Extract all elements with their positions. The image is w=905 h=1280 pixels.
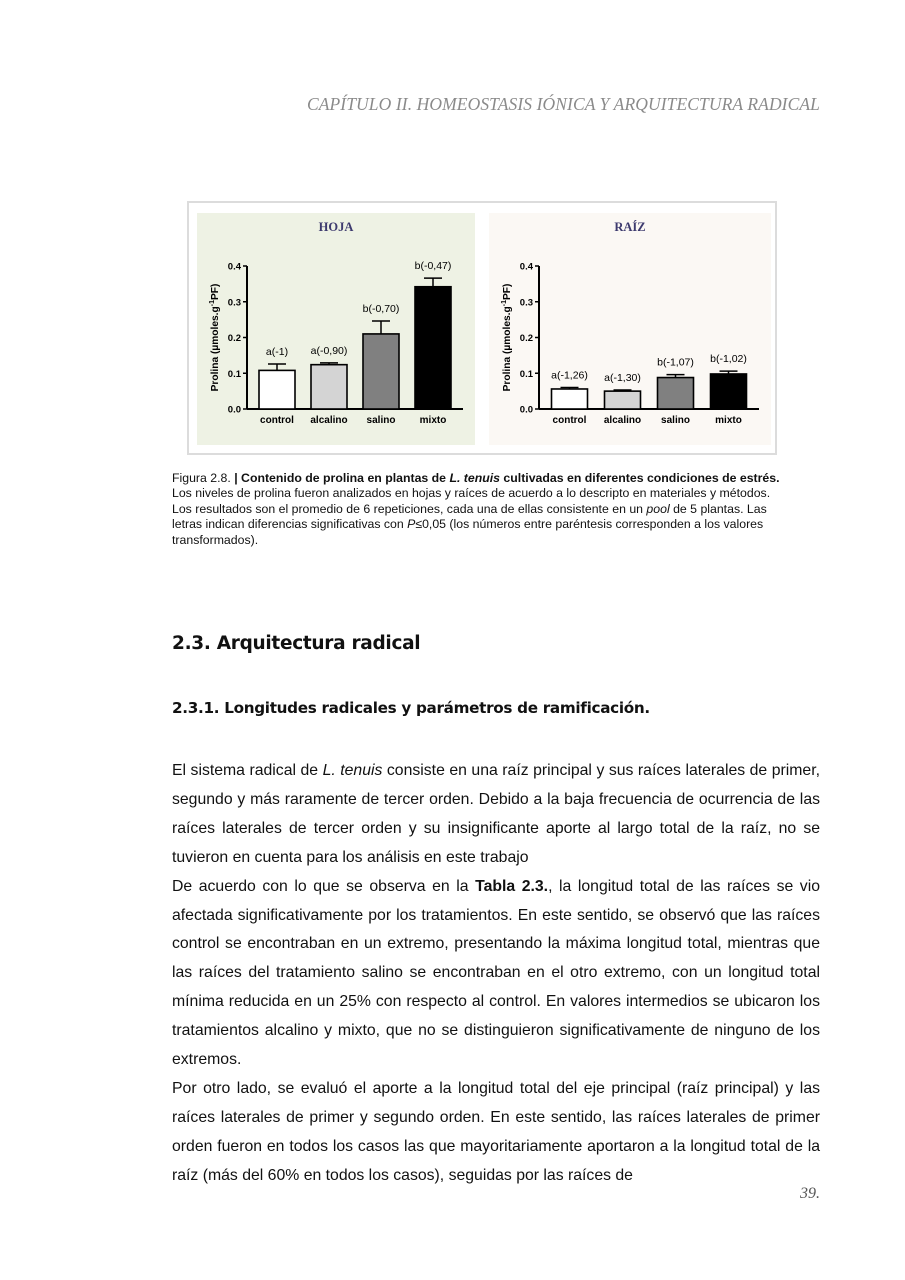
caption-species: L. tenuis	[449, 471, 501, 485]
caption-pool: pool	[646, 501, 670, 516]
caption-figure-number: Figura 2.8.	[172, 471, 235, 485]
y-tick-label: 0.1	[227, 368, 241, 380]
figure-caption	[172, 471, 787, 548]
data-label: a(-1,30)	[604, 372, 641, 385]
chart-panel-hoja	[197, 213, 475, 445]
y-tick-label: 0.0	[519, 404, 533, 416]
section-title: 2.3. Arquitectura radical	[172, 633, 421, 654]
data-label: b(-0,47)	[414, 260, 452, 273]
y-tick-label: 0.2	[519, 333, 533, 344]
x-tick-label: control	[552, 415, 587, 426]
chart-title: HOJA	[318, 220, 354, 234]
paragraph-2	[172, 873, 820, 1075]
data-label: b(-1,02)	[710, 353, 747, 366]
y-tick-label: 0.1	[519, 368, 533, 380]
chart-panel-raiz	[489, 213, 771, 445]
y-tick-label: 0.3	[227, 297, 241, 309]
y-tick-label: 0.4	[519, 261, 533, 273]
chart-hoja	[197, 213, 475, 445]
page-number: 39.	[800, 1185, 820, 1202]
y-tick-label: 0.2	[227, 333, 241, 344]
caption-text-c: ≤0,05 (los números entre paréntesis corresponden a los valores transformados).	[172, 517, 764, 547]
bar-mixto	[415, 287, 451, 409]
bar-control	[552, 389, 588, 409]
paragraph-2-b: , la longitud total de las raíces se vio afectada significativamente por los tratamientos. En este sentido, se observó que las raíces control se encontraban en un extremo, presentando la máxima longitud total, mientras que las raíces del tratamiento salino se encontraban en el otro extremo, con un longitud total mínima reducida en un 25% con respecto al control. En valores intermedios se ubicaron los tratamientos alcalino y mixto, que no se distinguieron significativamente de ninguno de los extremos.	[172, 877, 820, 1069]
paragraph-2-a: De acuerdo con lo que se observa en la	[172, 877, 476, 895]
x-tick-label: mixto	[715, 415, 742, 426]
x-tick-label: salino	[661, 415, 690, 426]
x-tick-label: control	[260, 415, 294, 426]
caption-p: P	[407, 517, 416, 532]
subsection-title: 2.3.1. Longitudes radicales y parámetros de ramificación.	[172, 699, 650, 717]
chart-title: RAÍZ	[614, 220, 646, 234]
y-tick-label: 0.0	[227, 404, 241, 416]
paragraph-3: Por otro lado, se evaluó el aporte a la longitud total del eje principal (raíz principal) y las raíces laterales de primer y segundo orden. En este sentido, las raíces laterales de primer orden fueron en todos los casos las que mayoritariamente aportaron a la longitud total de la raíz (más del 60% en todos los casos), seguidas por las raíces de	[172, 1079, 820, 1184]
table-reference: Tabla 2.3.	[475, 877, 549, 895]
caption-text-b: de 5 plantas. Las letras indican diferencias significativas con	[172, 501, 767, 532]
y-axis-label: Prolina $(\mu moles.g^{-1}PF)$	[501, 283, 513, 392]
x-tick-label: salino	[366, 415, 396, 426]
bar-alcalino	[311, 365, 347, 409]
data-label: a(-1,26)	[551, 369, 588, 382]
bar-salino	[658, 378, 694, 409]
x-tick-label: alcalino	[603, 415, 642, 426]
y-tick-label: 0.4	[227, 261, 241, 273]
bar-alcalino	[605, 391, 641, 409]
caption-title-a: | Contenido de prolina en plantas de	[234, 471, 450, 485]
bar-mixto	[711, 374, 747, 409]
x-tick-label: mixto	[419, 415, 447, 426]
x-tick-label: alcalino	[310, 415, 348, 426]
caption-title	[234, 471, 779, 485]
data-label: b(-0,70)	[362, 303, 400, 316]
paragraph-1-a: El sistema radical de	[172, 762, 323, 779]
chart-raiz	[489, 213, 771, 445]
data-label: b(-1,07)	[657, 356, 694, 369]
bar-control	[259, 370, 295, 409]
paragraph-1	[172, 757, 820, 873]
data-label: a(-0,90)	[310, 344, 348, 357]
caption-title-b: cultivadas en diferentes condiciones de estrés.	[500, 471, 780, 485]
paragraph-1-b: consiste en una raíz principal y sus raíces laterales de primer, segundo y más raramente de tercer orden. Debido a la baja frecuencia de ocurrencia de las raíces laterales de tercer orden y su insignificante aporte al largo total de la raíz, no se tuvieron en cuenta para los análisis en este trabajo	[172, 762, 820, 866]
caption-text-a: Los niveles de prolina fueron analizados en hojas y raíces de acuerdo a lo descripto en materiales y métodos. Los resultados son el promedio de 6 repeticiones, cada una de ellas consistente en un	[172, 486, 771, 516]
chapter-header: CAPÍTULO II. HOMEOSTASIS IÓNICA Y ARQUITECTURA RADICAL	[306, 94, 820, 114]
figure-2-8	[187, 201, 777, 455]
paragraph-1-species: L. tenuis	[322, 762, 383, 779]
body-text	[172, 757, 820, 1191]
y-tick-label: 0.3	[519, 297, 533, 309]
data-label: a(-1)	[265, 345, 289, 358]
bar-salino	[363, 334, 399, 409]
y-axis-label: Prolina $(\mu moles.g^{-1}PF)$	[209, 283, 221, 392]
